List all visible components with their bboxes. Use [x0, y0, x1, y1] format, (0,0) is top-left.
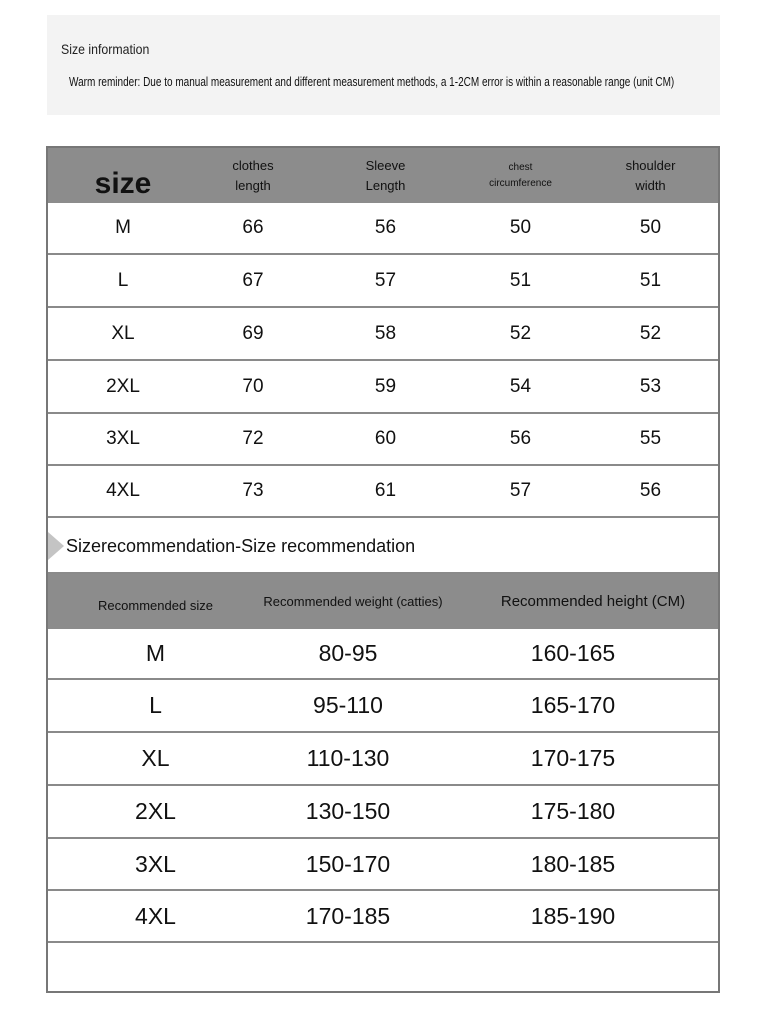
measurement-reminder: Warm reminder: Due to manual measurement and different measurement methods, a 1-2CM error is within a reasonable range (unit CM) — [69, 75, 675, 89]
recommendation-table-header — [48, 574, 718, 629]
header-clothes-length — [198, 148, 308, 203]
header-sleeve-length-line1: Sleeve — [365, 157, 406, 173]
recommended-size-cell: 3XL — [135, 850, 176, 877]
recommended-size-cell: 2XL — [135, 798, 176, 824]
weight-cell: 80-95 — [318, 640, 378, 666]
recommended-size-cell: L — [149, 692, 162, 718]
header-recommended-weight: Recommended weight (catties) — [263, 594, 443, 609]
chest-cell: 54 — [509, 375, 532, 397]
recommended-size-cell: 4XL — [135, 902, 176, 929]
chest-cell: 51 — [509, 269, 532, 291]
header-shoulder-width — [593, 148, 708, 203]
clothes-length-cell: 70 — [242, 375, 264, 397]
header-sleeve-length — [328, 148, 443, 203]
table-row — [48, 203, 718, 255]
sleeve-length-cell: 60 — [374, 428, 397, 449]
header-clothes-length-line2: length — [235, 177, 271, 193]
recommended-size-cell: M — [145, 640, 166, 666]
header-shoulder-line1: shoulder — [625, 157, 676, 173]
shoulder-cell: 52 — [639, 322, 662, 344]
header-chest-line1: chest — [508, 161, 533, 173]
header-recommended-height: Recommended height (CM) — [500, 593, 686, 610]
chest-cell: 57 — [509, 480, 532, 501]
table-row — [48, 255, 718, 308]
sleeve-length-cell: 58 — [374, 322, 397, 344]
size-table-header — [48, 148, 718, 203]
size-recommendation-title: Sizerecommendation-Size recommendation — [66, 536, 416, 556]
header-clothes-length-line1: clothes — [232, 157, 274, 173]
table-row — [48, 680, 718, 733]
size-chart-frame — [46, 146, 720, 993]
table-row — [48, 308, 718, 361]
table-row — [48, 361, 718, 414]
clothes-length-cell: 69 — [242, 322, 264, 344]
height-cell: 185-190 — [530, 902, 616, 929]
table-row — [48, 891, 718, 943]
size-cell: L — [117, 269, 129, 291]
clothes-length-cell: 72 — [242, 428, 264, 449]
sleeve-length-cell: 56 — [374, 217, 397, 238]
shoulder-cell: 56 — [639, 480, 662, 501]
size-cell: 4XL — [106, 480, 140, 501]
header-recommended-size: Recommended size — [98, 598, 213, 613]
table-row — [48, 466, 718, 518]
height-cell: 160-165 — [530, 640, 616, 666]
height-cell: 175-180 — [530, 798, 616, 824]
shoulder-cell: 53 — [639, 375, 662, 397]
shoulder-cell: 50 — [639, 217, 662, 238]
table-row — [48, 786, 718, 839]
shoulder-cell: 51 — [639, 269, 662, 291]
height-cell: 180-185 — [530, 850, 616, 877]
size-cell: M — [115, 217, 131, 238]
size-cell: XL — [111, 322, 135, 344]
size-cell: 2XL — [106, 375, 140, 397]
chest-cell: 52 — [509, 322, 532, 344]
table-row — [48, 414, 718, 466]
chest-cell: 56 — [509, 428, 532, 449]
triangle-marker-icon — [48, 532, 64, 560]
weight-cell: 110-130 — [306, 745, 390, 771]
sleeve-length-cell: 59 — [374, 375, 397, 397]
recommended-size-cell: XL — [141, 745, 170, 771]
size-cell: 3XL — [106, 428, 140, 449]
table-row — [48, 629, 718, 680]
height-cell: 165-170 — [530, 692, 616, 718]
chest-cell: 50 — [509, 217, 532, 238]
clothes-length-cell: 66 — [242, 217, 264, 238]
size-recommendation-heading — [48, 518, 718, 574]
weight-cell: 130-150 — [305, 798, 391, 824]
shoulder-cell: 55 — [639, 428, 662, 449]
size-info-title: Size information — [61, 41, 150, 57]
sleeve-length-cell: 61 — [374, 480, 397, 501]
weight-cell: 150-170 — [305, 850, 391, 877]
height-cell: 170-175 — [530, 745, 616, 771]
size-info-box — [47, 15, 720, 115]
header-size: size — [94, 166, 152, 200]
header-sleeve-length-line2: Length — [365, 177, 406, 193]
sleeve-length-cell: 57 — [374, 269, 397, 291]
table-row — [48, 733, 718, 786]
weight-cell: 170-185 — [305, 902, 391, 929]
clothes-length-cell: 67 — [242, 269, 264, 291]
header-shoulder-line2: width — [635, 177, 666, 193]
header-chest-circumference — [463, 148, 578, 203]
header-chest-line2: circumference — [489, 177, 552, 189]
weight-cell: 95-110 — [313, 692, 383, 718]
table-row — [48, 839, 718, 891]
clothes-length-cell: 73 — [242, 480, 264, 501]
